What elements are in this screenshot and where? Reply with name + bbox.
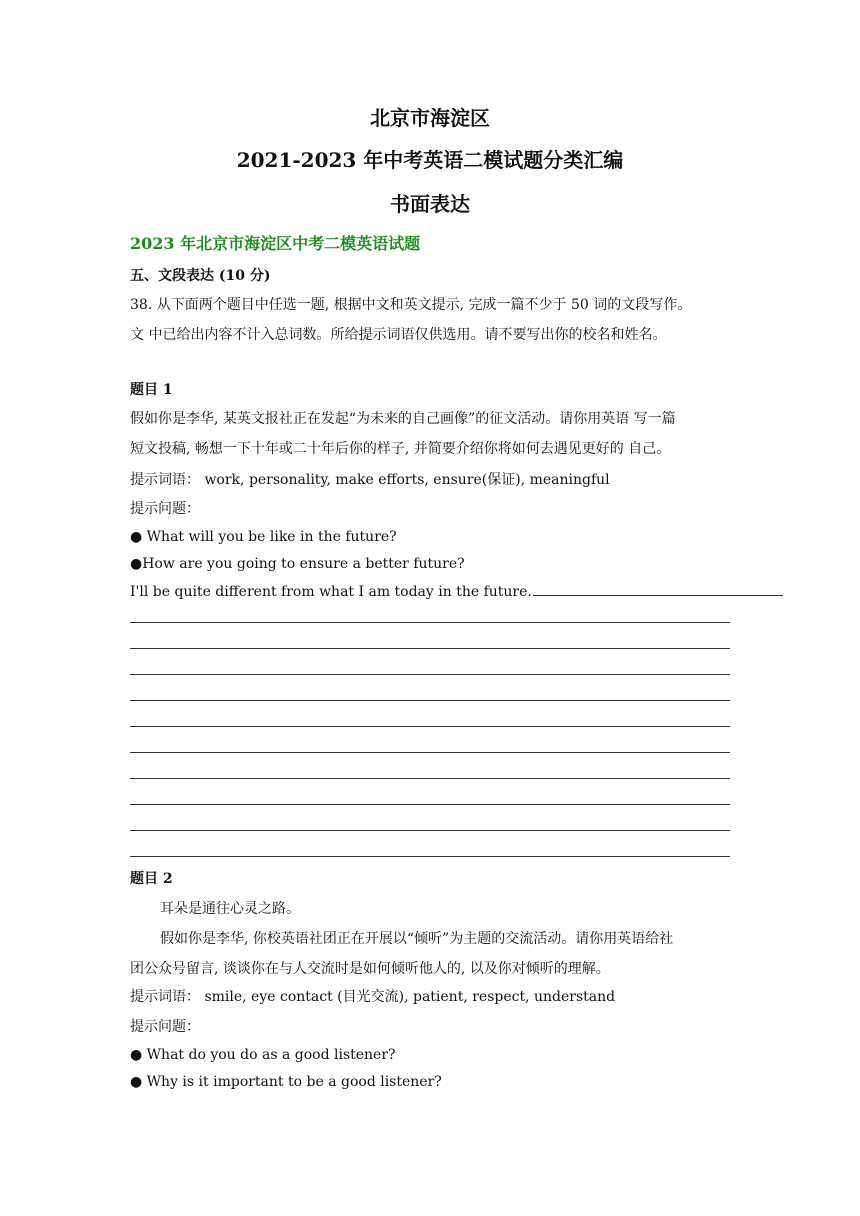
title-topic: 书面表达 [390,192,470,216]
topic1-start-sentence-row [130,581,783,602]
answer-blank-inline[interactable] [533,581,783,596]
topic1-desc-1: 假如你是李华, 某英文报社正在发起“为未来的自己画像”的征文活动。请你用英语 写一篇 [130,411,676,427]
topic1-hint-words: 提示词语： work, personality, make efforts, ensure(保证), meaningful [130,472,610,488]
topic2-desc-2: 团公众号留言, 谈谈你在与人交流时是如何倾听他人的, 以及你对倾听的理解。 [130,961,610,977]
topic2-intro: 耳朵是通往心灵之路。 [160,901,300,917]
instruction-line-1: 38. 从下面两个题目中任选一题, 根据中文和英文提示, 完成一篇不少于 50 词的文段写作。 [130,297,692,313]
topic1-questions-label: 提示问题： [130,501,200,517]
answer-line[interactable] [130,804,730,805]
title-district: 北京市海淀区 [370,106,490,130]
topic1-question-2: ●How are you going to ensure a better future? [130,556,465,572]
title-collection: 2021-2023 年中考英语二模试题分类汇编 [236,148,624,172]
part-heading: 五、文段表达 (10 分) [130,268,271,284]
answer-line[interactable] [130,622,730,623]
instruction-line-2: 文 中已给出内容不计入总词数。所给提示词语仅供选用。请不要写出你的校名和姓名。 [130,327,667,343]
topic1-desc-2: 短文投稿, 畅想一下十年或二十年后你的样子, 并简要介绍你将如何去遇见更好的 自己。 [130,441,671,457]
answer-line[interactable] [130,830,730,831]
answer-line[interactable] [130,856,730,857]
topic2-questions-label: 提示问题： [130,1019,200,1035]
section-heading: 2023 年北京市海淀区中考二模英语试题 [130,234,421,253]
answer-line[interactable] [130,648,730,649]
answer-line[interactable] [130,752,730,753]
answer-line[interactable] [130,700,730,701]
answer-line[interactable] [130,778,730,779]
topic1-label: 题目 1 [130,382,173,398]
topic2-desc-1: 假如你是李华, 你校英语社团正在开展以“倾听”为主题的交流活动。请你用英语给社 [160,931,674,947]
topic1-start-sentence: I'll be quite different from what I am today in the future. [130,584,532,600]
topic2-question-1: ● What do you do as a good listener? [130,1047,396,1063]
topic2-hint-words: 提示词语： smile, eye contact (目光交流), patient, respect, understand [130,989,616,1005]
answer-line[interactable] [130,726,730,727]
answer-line[interactable] [130,674,730,675]
topic1-question-1: ● What will you be like in the future? [130,529,397,545]
topic2-question-2: ● Why is it important to be a good listener? [130,1074,442,1090]
topic2-label: 题目 2 [130,871,173,887]
